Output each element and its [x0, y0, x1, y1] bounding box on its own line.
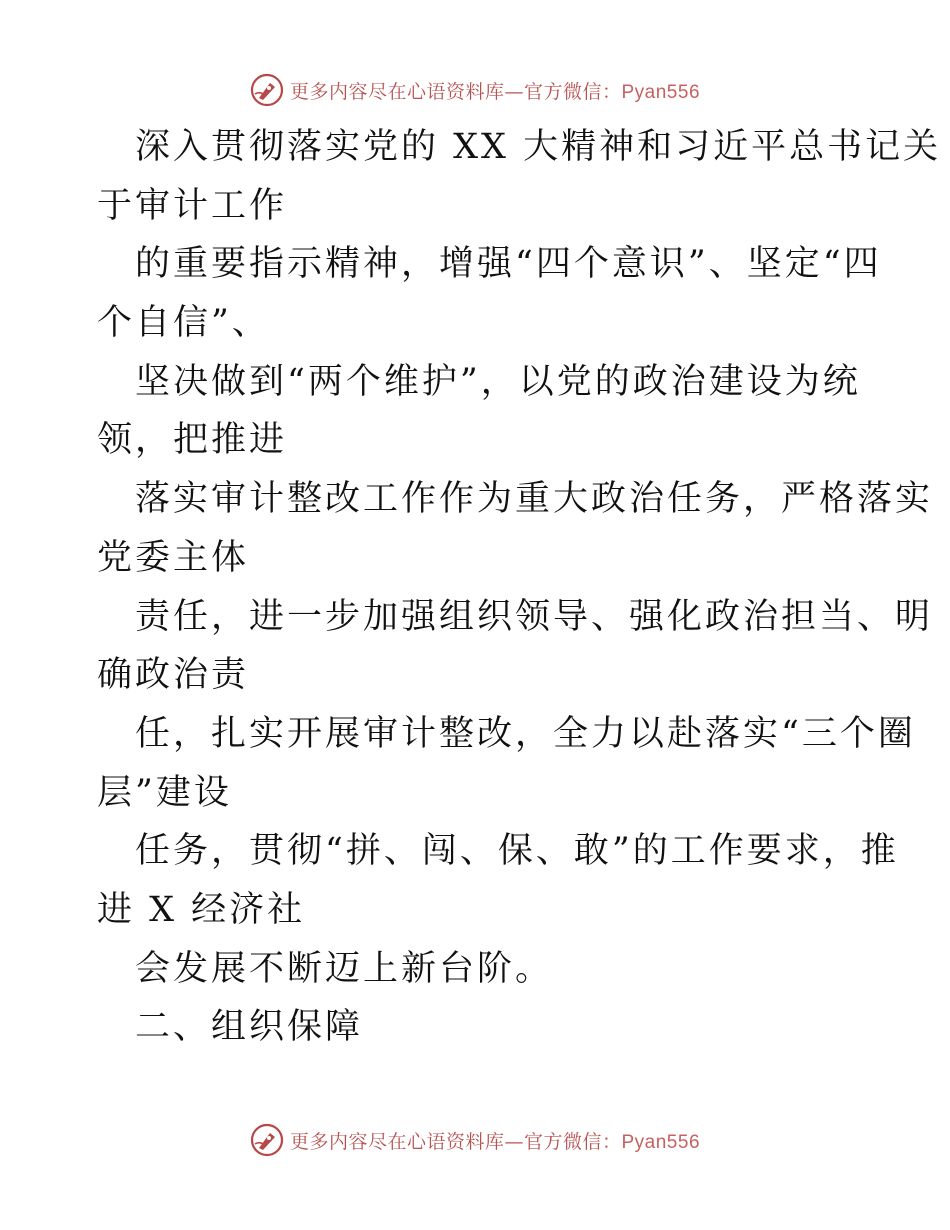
pen-nib-logo-icon — [250, 1123, 284, 1157]
watermark-prefix: 更多内容尽在心语资料库—官方微信： — [289, 80, 622, 103]
text-line: 坚决做到“两个维护”，以党的政治建设为统 — [135, 361, 861, 402]
text-line: 层”建设 — [97, 772, 232, 813]
text-line: 领，把推进 — [97, 420, 288, 461]
text-line: 深入贯彻落实党的 XX 大精神和习近平总书记关 — [135, 127, 942, 167]
text-line: 责任，进一步加强组织领导、强化政治担当、明 — [135, 596, 934, 637]
watermark-text — [290, 1127, 700, 1154]
text-line: 确政治责 — [97, 655, 250, 696]
document-body — [97, 118, 942, 1057]
watermark-text — [290, 77, 700, 104]
watermark-wechat-id: Pyan556 — [621, 1131, 701, 1153]
text-line: 党委主体 — [97, 537, 250, 578]
text-line: 于审计工作 — [97, 185, 288, 226]
text-line: 个自信”、 — [97, 303, 270, 344]
section-heading: 二、组织保障 — [135, 1007, 364, 1048]
text-line: 进 X 经济社 — [97, 889, 306, 930]
text-line: 任务，贯彻“拼、闯、保、敢”的工作要求，推 — [135, 831, 899, 872]
text-line: 落实审计整改工作作为重大政治任务，严格落实 — [135, 479, 934, 520]
watermark-prefix: 更多内容尽在心语资料库—官方微信： — [289, 1130, 622, 1153]
watermark-wechat-id: Pyan556 — [621, 81, 701, 103]
pen-nib-logo-icon — [250, 73, 284, 107]
footer-watermark — [0, 1120, 950, 1160]
text-line: 任，扎实开展审计整改，全力以赴落实“三个圈 — [135, 713, 916, 754]
text-line: 会发展不断迈上新台阶。 — [135, 948, 554, 989]
header-watermark — [0, 70, 950, 110]
text-line: 的重要指示精神，增强“四个意识”、坚定“四 — [135, 244, 882, 285]
